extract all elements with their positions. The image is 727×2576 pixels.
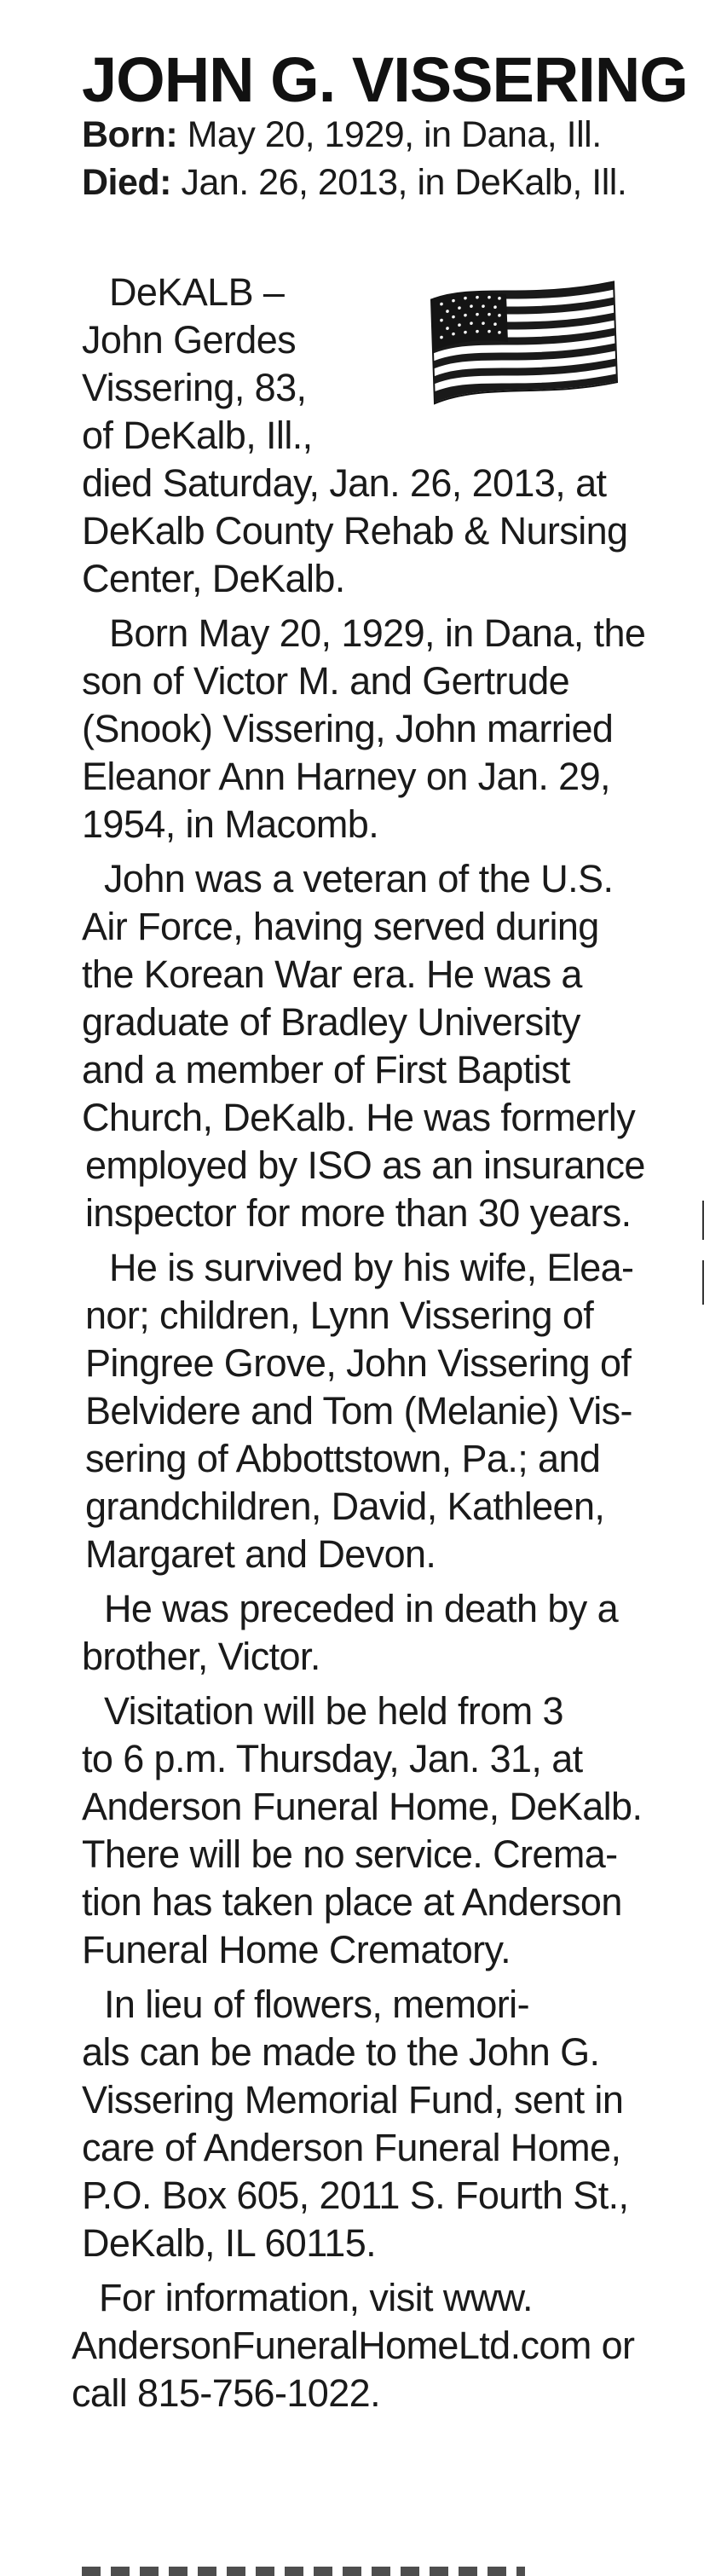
obituary-text-line: Margaret and Devon. [85,1532,436,1576]
obituary-text-line: inspector for more than 30 years. [85,1191,632,1235]
obituary-text-line: There will be no service. Crema- [82,1832,618,1876]
died-line [82,160,626,205]
obituary-text-line: Vissering Memorial Fund, sent in [82,2078,624,2122]
obituary-text-line: In lieu of flowers, memori- [104,1983,529,2026]
obituary-text-line: He is survived by his wife, Elea- [109,1246,634,1289]
obituary-name-heading: JOHN G. VISSERING [82,44,688,115]
obituary-text-line: nor; children, Lynn Vissering of [85,1294,594,1337]
died-value: Jan. 26, 2013, in DeKalb, Ill. [171,162,627,203]
obituary-text-line: the Korean War era. He was a [82,952,582,996]
obituary-text-line: DeKalb, IL 60115. [82,2221,377,2265]
died-label: Died: [82,162,171,203]
obituary-text-line: For information, visit www. [99,2276,533,2319]
obituary-text-line: John was a veteran of the U.S. [104,857,614,900]
american-flag-icon [424,275,620,409]
obituary-text-line: call 815-756-1022. [72,2371,380,2415]
obituary-text-line: tion has taken place at Anderson [82,1880,622,1924]
obituary-text-line: son of Victor M. and Gertrude [82,659,570,703]
obituary-text-line: sering of Abbottstown, Pa.; and [85,1437,601,1480]
born-line [82,113,602,157]
margin-mark [702,1260,704,1305]
obituary-text-line: and a member of First Baptist [82,1048,570,1091]
obituary-text-line: Air Force, having served during [82,905,599,948]
obituary-text-line: care of Anderson Funeral Home, [82,2126,621,2169]
obituary-text-line: als can be made to the John G. [82,2030,600,2074]
obituary-text-line: DeKalb County Rehab & Nursing [82,509,628,553]
cut-off-text-edge [82,2567,525,2576]
obituary-text-line: Funeral Home Crematory. [82,1928,511,1971]
obituary-text-line: 1954, in Macomb. [82,802,379,846]
obituary-text-line: John Gerdes [82,318,297,362]
obituary-text-line: Vissering, 83, [82,366,307,409]
obituary-text-line: DeKALB – [109,270,285,314]
obituary-text-line: Church, DeKalb. He was formerly [82,1096,636,1139]
obituary-text-line: grandchildren, David, Kathleen, [85,1485,605,1528]
obituary-text-line: of DeKalb, Ill., [82,414,313,457]
obituary-text-line: P.O. Box 605, 2011 S. Fourth St., [82,2174,629,2217]
obituary-text-line: Belvidere and Tom (Melanie) Vis- [85,1389,632,1433]
obituary-text-line: employed by ISO as an insurance [85,1143,645,1187]
born-label: Born: [82,114,178,155]
obituary-text-line: AndersonFuneralHomeLtd.com or [72,2324,635,2367]
obituary-text-line: died Saturday, Jan. 26, 2013, at [82,461,607,505]
obituary-text-line: brother, Victor. [82,1635,320,1678]
obituary-text-line: Pingree Grove, John Vissering of [85,1341,632,1385]
obituary-text-line: to 6 p.m. Thursday, Jan. 31, at [82,1737,583,1780]
obituary-text-line: Born May 20, 1929, in Dana, the [109,611,646,655]
obituary-text-line: graduate of Bradley University [82,1000,580,1044]
obituary-text-line: Visitation will be held from 3 [104,1689,563,1733]
obituary-text-line: (Snook) Vissering, John married [82,707,614,750]
margin-mark [702,1201,704,1240]
obituary-text-line: Center, DeKalb. [82,557,345,600]
obituary-text-line: Eleanor Ann Harney on Jan. 29, [82,755,610,798]
born-value: May 20, 1929, in Dana, Ill. [177,114,602,155]
obituary-text-line: He was preceded in death by a [104,1587,618,1630]
obituary-text-line: Anderson Funeral Home, DeKalb. [82,1785,643,1828]
